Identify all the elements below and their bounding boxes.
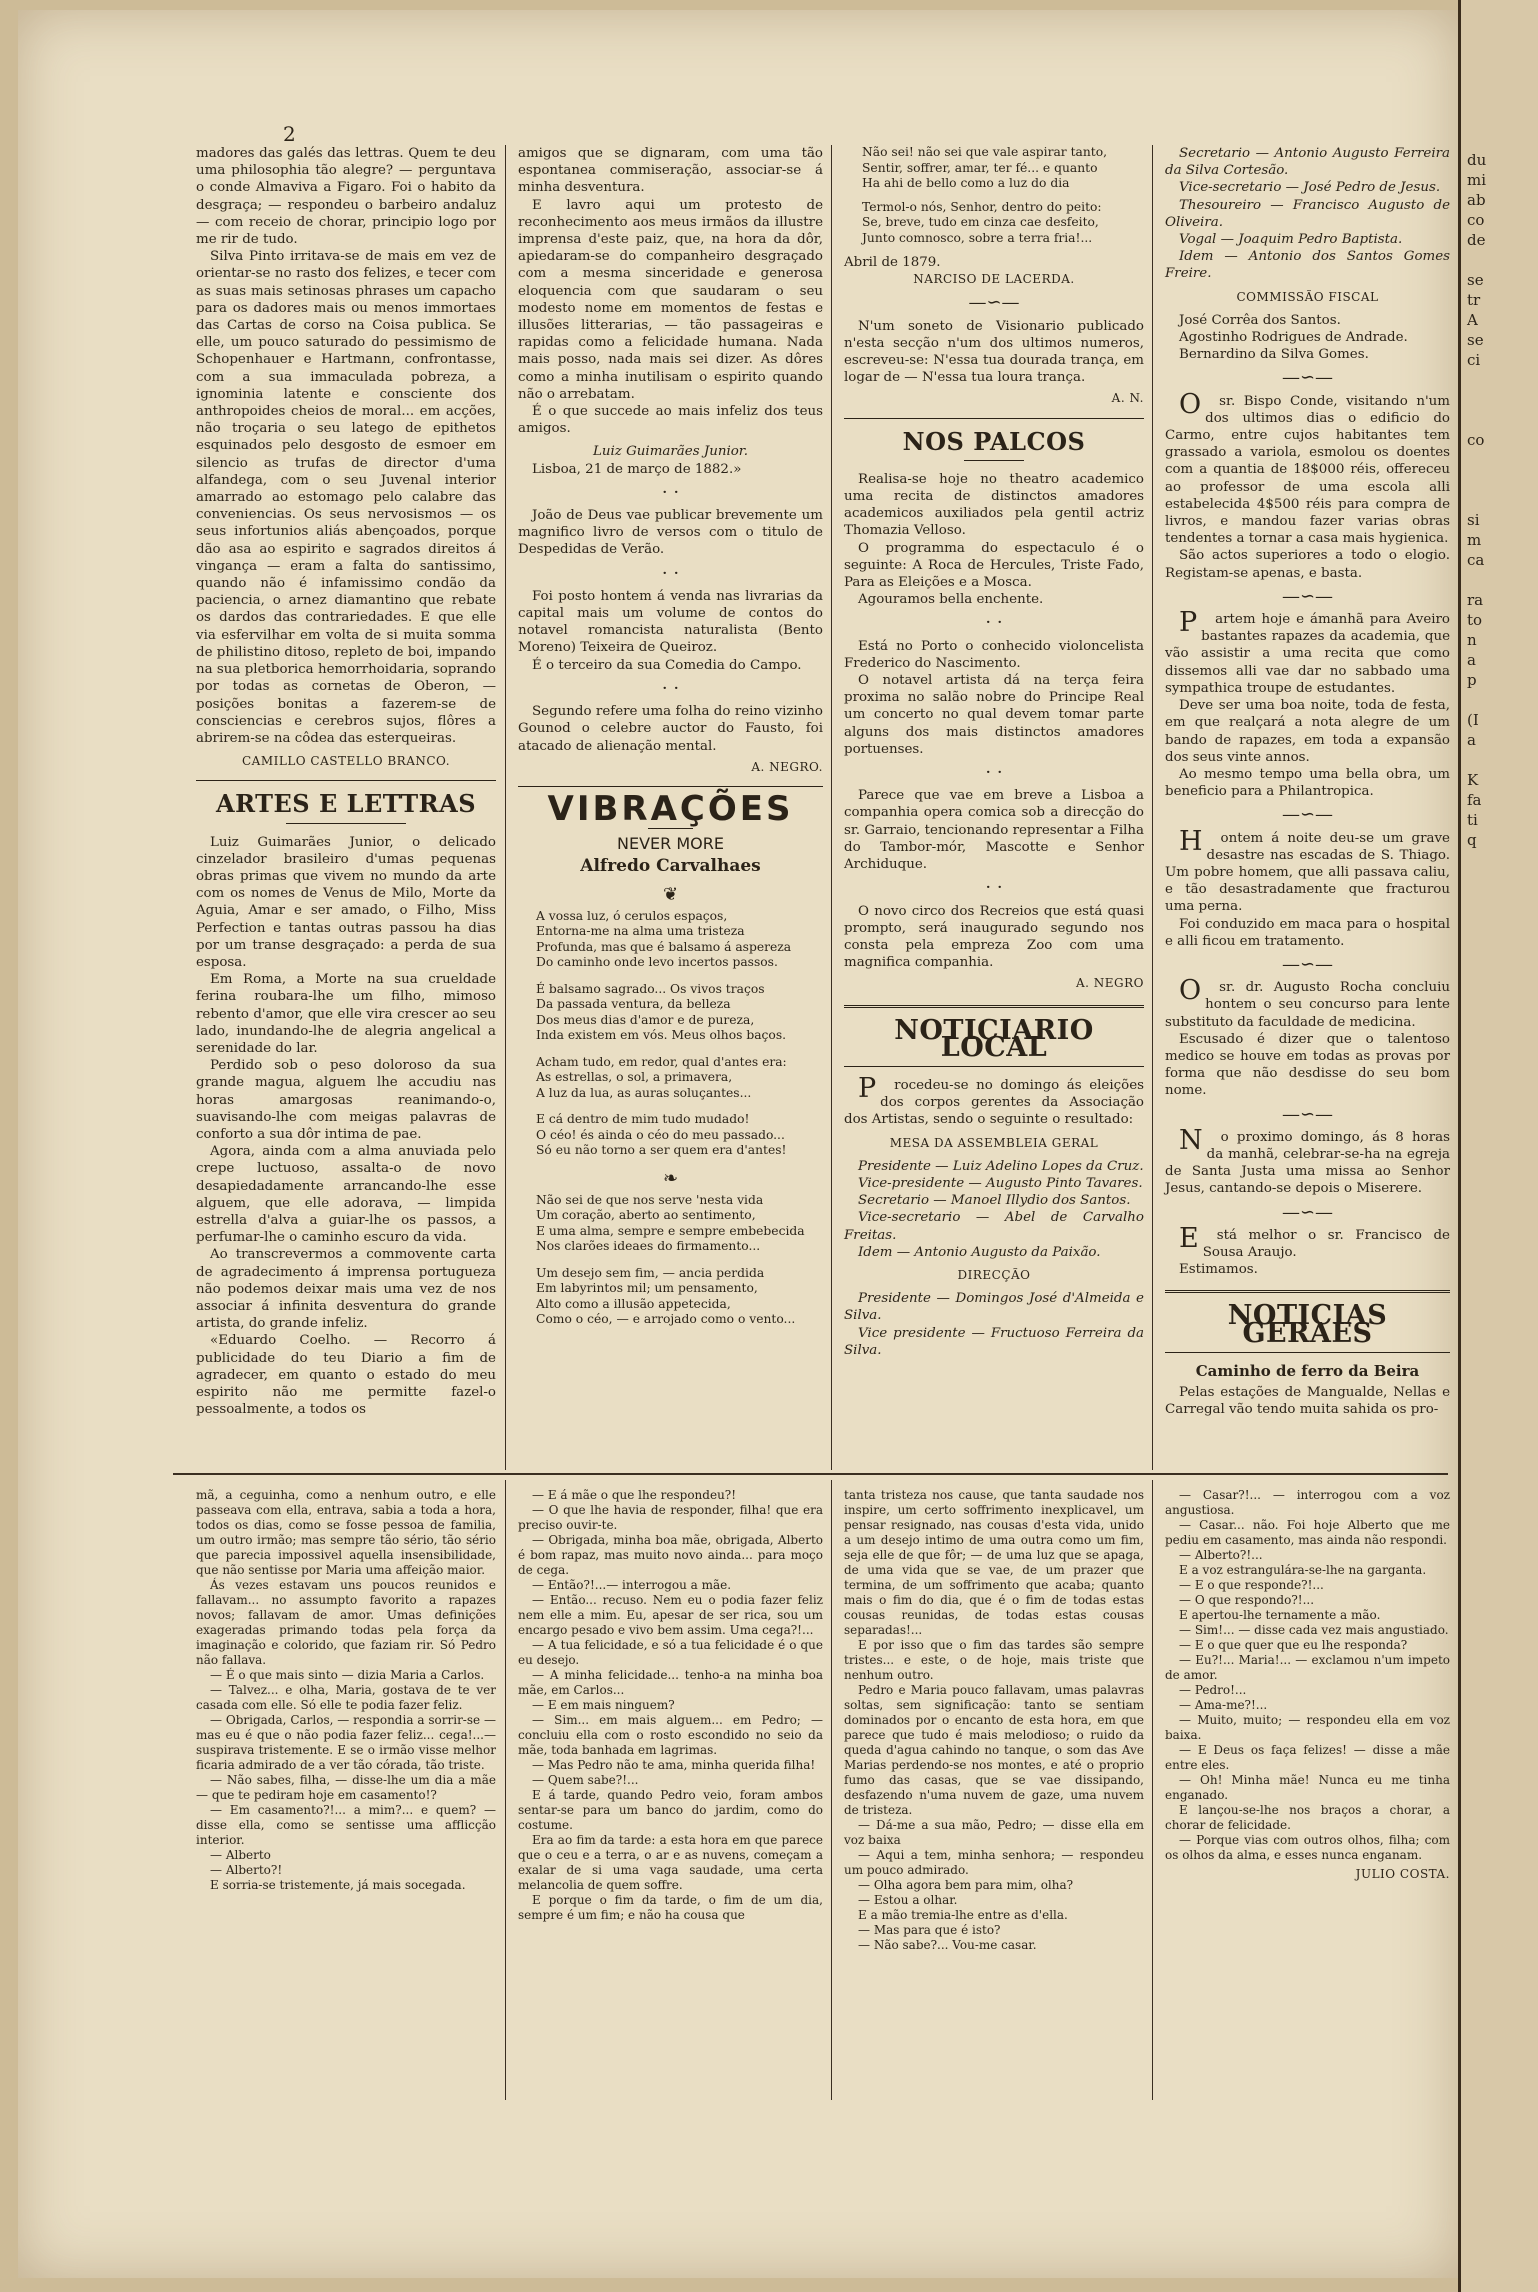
ornament: · · <box>661 481 680 503</box>
page-fragment: ci <box>1467 351 1481 369</box>
story-text: — Sim!... — disse cada vez mais angustiado. <box>1179 1623 1449 1637</box>
story-text: E por isso que o fim das tardes são sempre tristes... e este, o de hoje, mais triste que nenhum outro. <box>844 1638 1144 1682</box>
story-text: — Pedro!... <box>1179 1683 1247 1697</box>
article-text: E lavro aqui um protesto de reconhecimento aos meus irmãos da illustre imprensa d'este paiz, que, na hora da dôr, apiedaram-se do companheiro desgraçado com a mesma sinceridade e generosa eloquencia com que saudaram o seu modesto nome em momentos de festas e illusões litterarias, — tão passageiras e rapidas como a felicidade humana. Nada mais posso, nada mais sei dizer. As dôres como a minha inutilisam o espirito quando não o arrebatam. <box>518 197 823 402</box>
verse-line: A luz da lua, as auras soluçantes... <box>536 1085 752 1100</box>
page-fragment: co <box>1467 431 1485 449</box>
divider <box>518 786 823 787</box>
verse-line: Se, breve, tudo em cinza cae desfeito, <box>862 215 1099 229</box>
verse-line: Entorna-me na alma uma tristeza <box>536 924 745 939</box>
newspaper-page <box>18 10 1458 2278</box>
news-item: São actos superiores a todo o elogio. Registam-se apenas, e basta. <box>1165 548 1450 581</box>
letter-place-date: Lisboa, 21 de março de 1882.» <box>532 461 742 477</box>
page-fragment: si <box>1467 511 1480 529</box>
page-fragment: q <box>1467 831 1477 849</box>
verse-line: Acham tudo, em redor, qual d'antes era: <box>536 1054 787 1069</box>
story-text: — Muito, muito; — respondeu ella em voz baixa. <box>1165 1713 1450 1742</box>
note-signature: A. N. <box>1111 391 1144 406</box>
story-text: — Casar... não. Foi hoje Alberto que me pediu em casamento, mas ainda não respondi. <box>1165 1518 1450 1547</box>
ornament-icon: ❦ <box>662 883 679 905</box>
story-text: E lançou-se-lhe nos braços a chorar, a chorar de felicidade. <box>1165 1803 1450 1832</box>
verse-line: Como o céo, — e arrojado como o vento... <box>536 1312 796 1327</box>
article-text: madores das galés das lettras. Quem te deu uma philosophia tão alegre? — perguntava o conde Almaviva a Figaro. Foi o habito da desgraça; — respondeu o barbeiro andaluz — com receio de chorar, principio logo por me rir de tudo. <box>196 146 496 248</box>
story-text: mã, a ceguinha, como a nenhum outro, e elle passeava com ella, entrava, sabia a toda a hora, todos os dias, como se fosse pessoa de familia, um outro irmão; mas sempre tão sério, tão sério que parecia impossivel aquella insensibilidade, que não sentisse por Maria uma affeição maior. <box>196 1488 496 1577</box>
page-fragment: n <box>1467 631 1477 649</box>
verse-line: Termol-o nós, Senhor, dentro do peito: <box>862 199 1102 214</box>
officer-line: Vice-secretario — José Pedro de Jesus. <box>1179 180 1441 196</box>
ornament: · · <box>985 762 1003 784</box>
story-text: — Alberto <box>210 1848 271 1862</box>
page-fragment: tr <box>1467 291 1481 309</box>
story-text: — É o que mais sinto — dizia Maria a Carlos. <box>210 1668 485 1682</box>
verse-line: Em labyrintos mil; um pensamento, <box>536 1281 758 1296</box>
stanza <box>518 982 823 1044</box>
verse-line: Um coração, aberto ao sentimento, <box>536 1208 756 1223</box>
story-text: — Olha agora bem para mim, olha? <box>858 1878 1074 1892</box>
officer-line: Idem — Antonio Augusto da Paixão. <box>858 1244 1101 1260</box>
story-signature: JULIO COSTA. <box>1355 1867 1450 1881</box>
page-fragment: se <box>1467 271 1484 289</box>
ornament: · · <box>661 562 680 584</box>
article-text: É o que succede ao mais infeliz dos teus amigos. <box>518 404 823 437</box>
article-text: Perdido sob o peso doloroso da sua grande magua, alguem lhe accudiu nas horas amargosas reanimando-o, suavisando-lhe com meigas palavras de conforto a sua dôr intima de pae. <box>196 1058 496 1142</box>
verse-line: A vossa luz, ó cerulos espaços, <box>536 908 728 923</box>
article-text: O notavel artista dá na terça feira proxima no salão nobre do Principe Real um concerto no qual devem tomar parte alguns dos mais distinctos amadores portuenses. <box>844 673 1144 757</box>
article-text: Luiz Guimarães Junior, o delicado cinzelador brasileiro d'umas pequenas obras primas que vivem no mundo da arte com os nomes de Venus de Milo, Morte da Aguia, Amar e ser amado, o Filho, Miss Perfection e tantas outras passou ha dias por um transe desgraçado: a perda de sua esposa. <box>196 834 496 970</box>
section-title: NOTICIARIO LOCAL <box>894 1014 1094 1063</box>
ornament: —∽— <box>968 292 1020 314</box>
story-text: — Em casamento?!... a mim?... e quem? — disse ella, como se sentisse uma afflicção interior. <box>196 1803 496 1847</box>
verse-line: Ha ahi de bello como a luz do dia <box>862 176 1070 190</box>
page-fragment: co <box>1467 211 1485 229</box>
next-page-edge <box>1458 0 1538 2292</box>
page-fragment: se <box>1467 331 1484 349</box>
story-text: Pedro e Maria pouco fallavam, umas palavras soltas, sem significação: tanto se sentiam dominados por o encanto de esta hora, em que parece que tudo é mais melodioso; o ruido da queda d'agua cahindo no tanque, o som das Ave Marias perdendo-se nos montes, e até o proprio fumo das casas, que se vae dissipando, desfazendo n'uma nuvem de gaze, uma nuvem de tristeza. <box>844 1683 1144 1817</box>
divider <box>844 1066 1144 1067</box>
story-text: — Porque vias com outros olhos, filha; com os olhos da alma, e esses nunca enganam. <box>1165 1833 1450 1862</box>
story-text: — E em mais ninguem? <box>532 1698 675 1712</box>
note-text: Segundo refere uma folha do reino vizinho Gounod o celebre auctor do Fausto, foi atacado de alienação mental. <box>518 704 823 754</box>
stanza <box>518 909 823 971</box>
section-title: NOS PALCOS <box>902 426 1086 456</box>
officer-line: Idem — Antonio dos Santos Gomes Freire. <box>1165 249 1450 282</box>
news-item: Pelas estações de Mangualde, Nellas e Carregal vão tendo muita sahida os pro- <box>1165 1385 1450 1418</box>
divider <box>196 780 496 781</box>
column-4 <box>1165 145 1450 1418</box>
verse-line: As estrellas, o sol, a primavera, <box>536 1070 733 1085</box>
verse-line: Não sei de que nos serve 'nesta vida <box>536 1192 764 1207</box>
article-signature: A. NEGRO. <box>751 759 823 774</box>
verse-line: Sentir, soffrer, amar, ter fé... e quanto <box>862 160 1098 175</box>
verse-line: Não sei! não sei que vale aspirar tanto, <box>862 145 1108 159</box>
story-text: — Oh! Minha mãe! Nunca eu me tinha enganado. <box>1165 1773 1450 1802</box>
section-title: VIBRAÇÕES <box>547 788 794 829</box>
officer-line: Agostinho Rodrigues de Andrade. <box>1179 330 1408 346</box>
article-text: «Eduardo Coelho. — Recorro á publicidade do teu Diario a fim de agradecer, em quanto o estado do meu espirito não me permitte fazel-o pessoalmente, a todos os <box>196 1333 496 1418</box>
story-text: — Estou a olhar. <box>858 1893 958 1907</box>
page-fragment: to <box>1467 611 1483 629</box>
article-text: Parece que vae em breve a Lisboa a companhia opera comica sob a direcção do sr. Garraio, tencionando representar a Filha do Tambor-mór, Mascotte e Senhor Archiduque. <box>844 788 1144 873</box>
story-text: — Obrigada, minha boa mãe, obrigada, Alberto é bom rapaz, mas muito novo ainda... para moço de cega. <box>518 1533 823 1577</box>
poem-end <box>844 145 1144 246</box>
officer-line: Vice-presidente — Augusto Pinto Tavares. <box>858 1175 1143 1191</box>
poem-signature: NARCISO DE LACERDA. <box>913 272 1075 287</box>
article-text: O programma do espectaculo é o seguinte: A Roca de Hercules, Triste Fado, Para as Eleições e a Mosca. <box>844 540 1144 591</box>
column-3 <box>844 145 1144 1359</box>
story-text: — Sim... em mais alguem... em Pedro; — concluiu ella com o rosto escondido no seio da mãe, toda banhada em lagrimas. <box>518 1713 823 1757</box>
poem-date: Abril de 1879. <box>844 255 941 270</box>
story-text: — E o que quer que eu lhe responda? <box>1179 1638 1408 1652</box>
news-item: Deve ser uma boa noite, toda de festa, em que realçará a nota alegre de um bando de rapazes, em toda a expansão dos seus vinte annos. <box>1165 698 1450 765</box>
page-fragment: ra <box>1467 591 1484 609</box>
article-text: amigos que se dignaram, com uma tão espontanea commiseração, associar-se á minha desventura. <box>518 146 823 196</box>
ornament: —∽— <box>1281 804 1334 826</box>
officer-line: Vice-secretario — Abel de Carvalho Freitas. <box>844 1210 1144 1243</box>
officer-line: Thesoureiro — Francisco Augusto de Oliveira. <box>1165 197 1450 230</box>
story-text: — Talvez... e olha, Maria, gostava de te ver casada com elle. Só elle te podia fazer feliz. <box>196 1683 496 1712</box>
verse-line: Da passada ventura, da belleza <box>536 997 731 1012</box>
story-text: E a mão tremia-lhe entre as d'ella. <box>858 1908 1068 1922</box>
page-fragment: a <box>1467 651 1476 669</box>
feuilleton-column-4 <box>1165 1488 1450 1882</box>
news-item: Ao mesmo tempo uma bella obra, um beneficio para a Philantropica. <box>1165 766 1450 800</box>
page-fragment: (I <box>1467 711 1479 729</box>
stanza <box>518 1055 823 1102</box>
letter-signature: Luiz Guimarães Junior. <box>593 444 748 460</box>
story-text: — Dá-me a sua mão, Pedro; — disse ella em voz baixa <box>844 1818 1144 1847</box>
news-item: Partem hoje e ámanhã para Aveiro bastantes rapazes da academia, que vão assistir a uma recita que como dissemos alli vae dar no sabbado uma sympathica troupe de estudantes. <box>1165 607 1450 696</box>
news-item: Foi conduzido em maca para o hospital e alli ficou em tratamento. <box>1165 916 1450 949</box>
poem-title: NEVER MORE <box>617 834 724 854</box>
stanza <box>518 1193 823 1255</box>
section-title: NOTICIAS GERAES <box>1227 1300 1388 1349</box>
story-text: E á tarde, quando Pedro veio, foram ambos sentar-se para um banco do jardim, como do costume. <box>518 1788 823 1832</box>
officer-line: Presidente — Domingos José d'Almeida e Silva. <box>844 1291 1144 1324</box>
divider <box>844 1005 1144 1008</box>
officer-line: Presidente — Luiz Adelino Lopes da Cruz. <box>858 1158 1144 1174</box>
page-fragment: ca <box>1467 551 1485 569</box>
column-2 <box>518 145 823 1339</box>
verse-line: Dos meus dias d'amor e de pureza, <box>536 1012 755 1027</box>
article-text: Em Roma, a Morte na sua crueldade ferina roubara-lhe um filho, mimoso rebento d'amor, que elle vira crescer ao seu lado, inundando-lhe de alegria angelical a serenidade do lar. <box>196 972 496 1056</box>
story-text: — A minha felicidade... tenho-a na minha boa mãe, em Carlos... <box>518 1668 823 1697</box>
stanza <box>518 1112 823 1159</box>
story-text: — Casar?!... — interrogou com a voz angustiosa. <box>1165 1488 1450 1517</box>
column-rule <box>1152 1480 1153 2100</box>
verse-line: É balsamo sagrado... Os vivos traços <box>536 981 765 996</box>
ornament: · · <box>985 612 1003 634</box>
story-text: — E á mãe o que lhe respondeu?! <box>532 1488 737 1502</box>
page-fragment: p <box>1467 671 1477 689</box>
story-text: E porque o fim da tarde, o fim de um dia, sempre é um fim; e não ha cousa que <box>518 1893 823 1922</box>
feuilleton-rule <box>173 1473 1448 1475</box>
story-text: — E Deus os faça felizes! — disse a mãe entre eles. <box>1165 1743 1450 1772</box>
news-item: No proximo domingo, ás 8 horas da manhã, celebrar-se-ha na egreja de Santa Justa uma missa ao Senhor Jesus, cantando-se depois o Miserere. <box>1165 1124 1450 1197</box>
story-text: — Quem sabe?!... <box>532 1773 639 1787</box>
stanza <box>518 1266 823 1328</box>
ornament: —∽— <box>1281 367 1334 389</box>
story-text: — Obrigada, Carlos, — respondia a sorrir-se — mas eu é que o não podia fazer feliz... cega!...— suspirava tristemente. E se o irmão visse melhor ficaria admirado de a ver tão córada, tão triste. <box>196 1713 496 1772</box>
subheading: DIRECÇÃO <box>957 1267 1031 1282</box>
page-fragment: K <box>1467 771 1479 789</box>
story-text: — Alberto?! <box>210 1863 283 1877</box>
news-item: Escusado é dizer que o talentoso medico se houve em todas as provas por forma que não desdisse do seu bom nome. <box>1165 1031 1450 1099</box>
divider <box>844 418 1144 419</box>
news-subtitle: Caminho de ferro da Beira <box>1195 1361 1420 1380</box>
verse-line: E uma alma, sempre e sempre embebecida <box>536 1223 805 1238</box>
story-text: — E o que responde?!... <box>1179 1578 1324 1592</box>
story-text: — Mas para que é isto? <box>858 1923 1001 1937</box>
news-item: Estimamos. <box>1179 1262 1258 1278</box>
story-text: — A tua felicidade, e só a tua felicidade é o que eu desejo. <box>518 1638 823 1667</box>
article-text: Ao transcrevermos a commovente carta de agradecimento á imprensa portugueza não podemos deixar mais uma vez de nos associar á infinita desventura do grande artista, do grande infeliz. <box>196 1247 496 1332</box>
section-title: ARTES E LETTRAS <box>215 789 477 819</box>
article-text: Agouramos bella enchente. <box>858 592 1044 608</box>
story-text: E apertou-lhe ternamente a mão. <box>1179 1608 1381 1622</box>
story-text: — Aqui a tem, minha senhora; — respondeu um pouco admirado. <box>844 1848 1144 1877</box>
feuilleton-column-1 <box>196 1488 496 1893</box>
verse-line: Alto como a illusão appetecida, <box>536 1296 731 1311</box>
subheading: COMMISSÃO FISCAL <box>1236 289 1379 304</box>
column-1 <box>196 145 496 1418</box>
ornament: · · <box>985 877 1003 899</box>
article-text: O novo circo dos Recreios que está quasi prompto, será inaugurado segundo nos consta pela empreza Zoo com uma magnifica companhia. <box>844 903 1144 971</box>
officer-line: Vogal — Joaquim Pedro Baptista. <box>1179 232 1403 248</box>
note-text: Foi posto hontem á venda nas livrarias da capital mais um volume de contos do notavel romancista naturalista (Bento Moreno) Teixeira de Queiroz. <box>518 588 823 656</box>
page-fragment: ti <box>1467 811 1478 829</box>
ornament-icon: ❧ <box>662 1167 679 1189</box>
story-text: E a voz estrangulára-se-lhe na garganta. <box>1179 1563 1427 1577</box>
story-text: — Ama-me?!... <box>1179 1698 1268 1712</box>
verse-line: Inda existem em vós. Meus olhos baços. <box>536 1028 787 1043</box>
story-text: E sorria-se tristemente, já mais socegada. <box>210 1878 466 1892</box>
column-rule <box>505 145 506 1470</box>
news-item: Osr. dr. Augusto Rocha concluiu hontem o seu concurso para lente substituto da faculdade de medicina. <box>1165 975 1450 1030</box>
officer-line: Vice presidente — Fructuoso Ferreira da Silva. <box>844 1325 1144 1358</box>
verse-line: Nos clarões ideaes do firmamento... <box>536 1239 761 1254</box>
column-rule <box>831 145 832 1470</box>
page-fragment: m <box>1467 531 1482 549</box>
news-item: Está melhor o sr. Francisco de Sousa Araujo. <box>1179 1222 1450 1260</box>
article-signature: CAMILLO CASTELLO BRANCO. <box>241 754 451 769</box>
verse-line: E cá dentro de mim tudo mudado! <box>536 1112 750 1127</box>
officer-line: Bernardino da Silva Gomes. <box>1179 347 1369 363</box>
feuilleton-column-2 <box>518 1488 823 1923</box>
verse-line: Um desejo sem fim, — ancia perdida <box>536 1265 765 1280</box>
story-text: — O que lhe havia de responder, filha! que era preciso ouvir-te. <box>518 1503 823 1532</box>
ornament: —∽— <box>1281 585 1334 607</box>
news-item: Osr. Bispo Conde, visitando n'um dos ultimos dias o edificio do Carmo, entre cujos habitantes tem grassado a variola, esmolou os doentes com a quantia de 18$000 réis, offereceu ao professor de uma escola alli estabelecida 4$500 réis para compra de livros, e mandou fazer varias obras tendentes a tornar a casa mais hygienica. <box>1165 388 1450 547</box>
note-text: João de Deus vae publicar brevemente um magnifico livro de versos com o titulo de Despedidas de Verão. <box>518 508 823 558</box>
news-item: Hontem á noite deu-se um grave desastre nas escadas de S. Thiago. Um pobre homem, que alli passava caliu, e tão desastradamente que fracturou uma perna. <box>1165 825 1450 915</box>
story-text: — Eu?!... Maria!... — exclamou n'um impeto de amor. <box>1165 1653 1450 1682</box>
ornament: —∽— <box>1281 953 1334 975</box>
page-fragment: de <box>1467 231 1486 249</box>
ornament: —∽— <box>1281 1103 1334 1125</box>
verse-line: Do caminho onde levo incertos passos. <box>536 955 778 970</box>
feuilleton-column-3 <box>844 1488 1144 1953</box>
divider <box>1165 1290 1450 1293</box>
divider <box>286 823 406 824</box>
ornament: —∽— <box>1281 1201 1334 1223</box>
story-text: — Alberto?!... <box>1179 1548 1263 1562</box>
note-text: N'um soneto de Visionario publicado n'esta secção n'um dos ultimos numeros, escreveu-se: N'essa tua dourada trança, em logar de — N'essa tua loura trança. <box>844 318 1144 386</box>
story-text: — Então?!...— interrogou a mãe. <box>532 1578 732 1592</box>
column-rule <box>1152 145 1153 1470</box>
officer-line: Secretario — Manoel Illydio dos Santos. <box>858 1193 1131 1209</box>
page-fragment: ab <box>1467 191 1486 209</box>
article-signature: A. NEGRO <box>1075 976 1144 991</box>
note-text: É o terceiro da sua Comedia do Campo. <box>532 657 802 673</box>
article-text: Realisa-se hoje no theatro academico uma recita de distinctos amadores academicos auxiliados pela gentil actriz Thomazia Velloso. <box>844 471 1144 539</box>
page-fragment: fa <box>1467 791 1482 809</box>
story-text: Era ao fim da tarde: a esta hora em que parece que o ceu e a terra, o ar e as nuvens, começam a exalar de si uma vaga saudade, uma certa melancolia de quem soffre. <box>518 1833 823 1892</box>
column-rule <box>831 1480 832 2100</box>
verse-line: Junto comnosco, sobre a terra fria!... <box>862 230 1093 245</box>
verse-line: Só eu não torno a ser quem era d'antes! <box>536 1143 787 1158</box>
verse-line: Profunda, mas que é balsamo á aspereza <box>536 939 792 954</box>
page-fragment: du <box>1467 151 1487 169</box>
verse-line: O céo! és ainda o céo do meu passado... <box>536 1127 785 1142</box>
story-text: — Não sabes, filha, — disse-lhe um dia a mãe — que te pediram hoje em casamento!? <box>196 1773 496 1802</box>
story-text: — O que respondo?!... <box>1179 1593 1315 1607</box>
divider <box>1165 1352 1450 1353</box>
page-fragment: mi <box>1467 171 1487 189</box>
officer-line: José Corrêa dos Santos. <box>1179 312 1341 328</box>
story-text: Ás vezes estavam uns poucos reunidos e fallavam... no assumpto favorito a rapazes novos; fallavam de amor. Umas definições exageradas primando todas pela força da imaginação e colorido, que faziam rir. Só Pedro não fallava. <box>196 1578 496 1667</box>
story-text: — Não sabe?... Vou-me casar. <box>858 1938 1037 1952</box>
divider <box>964 460 1024 461</box>
page-fragment: a <box>1467 731 1476 749</box>
subheading: MESA DA ASSEMBLEIA GERAL <box>889 1135 1099 1150</box>
story-text: — Então... recuso. Nem eu o podia fazer feliz nem elle a mim. Eu, apesar de ser rica, sou um encargo pesado e vivo bem assim. Uma cega?!... <box>518 1593 823 1637</box>
column-rule <box>505 1480 506 2100</box>
article-text: Silva Pinto irritava-se de mais em vez de orientar-se no rasto dos felizes, e tecer com as suas mais setinosas phrases um capacho para os dadores mais ou menos immortaes das Cartas de corso na Coisa publica. Se elle, um pouco saturado do pessimismo de Schopenhauer e Hartmann, confrontasse, com a sua immaculada pobreza, a ignominia latente e consciente dos anthropoides cheios de moral... em acções, não troçaria o seu latego de epithetos esquinados pelo desgosto de esmoer em silencio as trufas de director d'uma alfandega, com o seu Juvenal interior amarrado ao estomago pelo calabre das conveniencias. Os seus nervosismos — os seus infortunios aliás abençoados, porque dão asa ao espirito e sagrados direitos á vingança — eram a falta do santissimo, quando não é infamissimo condão da paciencia, o arnez diamantino que rebate os dardos das contrariedades. E que elle via esfervilhar em volta de si muita somma de philistino ditoso, repleto de boi, impando na sua pletborica hemorrhoidaria, soprando por todas as cornetas de Oberon, — posições bonitas a fazerem-se de consciencias e cerebros sujos, flôres a abrirem-se na côdea das esterqueiras. <box>196 249 496 746</box>
page-fragment: A <box>1467 311 1478 329</box>
page-number: 2 <box>283 122 296 146</box>
poem-author: Alfredo Carvalhaes <box>580 856 761 877</box>
poem-body <box>518 909 823 1328</box>
story-text: tanta tristeza nos cause, que tanta saudade nos inspire, um certo soffrimento inexplicavel, um pensar resignado, nas cousas d'esta vida, unido a um desejo intimo de uma outra como um fim, seja elle de que fôr; — de uma luz que se apaga, de uma vida que se vae, de um prazer que termina, de um soffrimento que acaba; quanto mais o fim do dia, que é o fim de todas estas cousas reunidas, de todas estas cousas separadas!... <box>844 1488 1144 1637</box>
article-text: Procedeu-se no domingo ás eleições dos corpos gerentes da Associação dos Artistas, sendo o seguinte o resultado: <box>844 1072 1144 1128</box>
officer-line: Secretario — Antonio Augusto Ferreira da Silva Cortesão. <box>1165 146 1450 179</box>
ornament: · · <box>661 677 680 699</box>
article-text: Agora, ainda com a alma anuviada pelo crepe luctuoso, assalta-o de novo desapiedadamente arrancando-lhe esse alguem, que elle adorava, — limpida estrella d'alva a guiar-lhe os passos, a perfumar-lhe o caminho escuro da vida. <box>196 1144 496 1246</box>
article-text: Está no Porto o conhecido violoncelista Frederico do Nascimento. <box>844 638 1144 671</box>
story-text: — Mas Pedro não te ama, minha querida filha! <box>532 1758 816 1772</box>
